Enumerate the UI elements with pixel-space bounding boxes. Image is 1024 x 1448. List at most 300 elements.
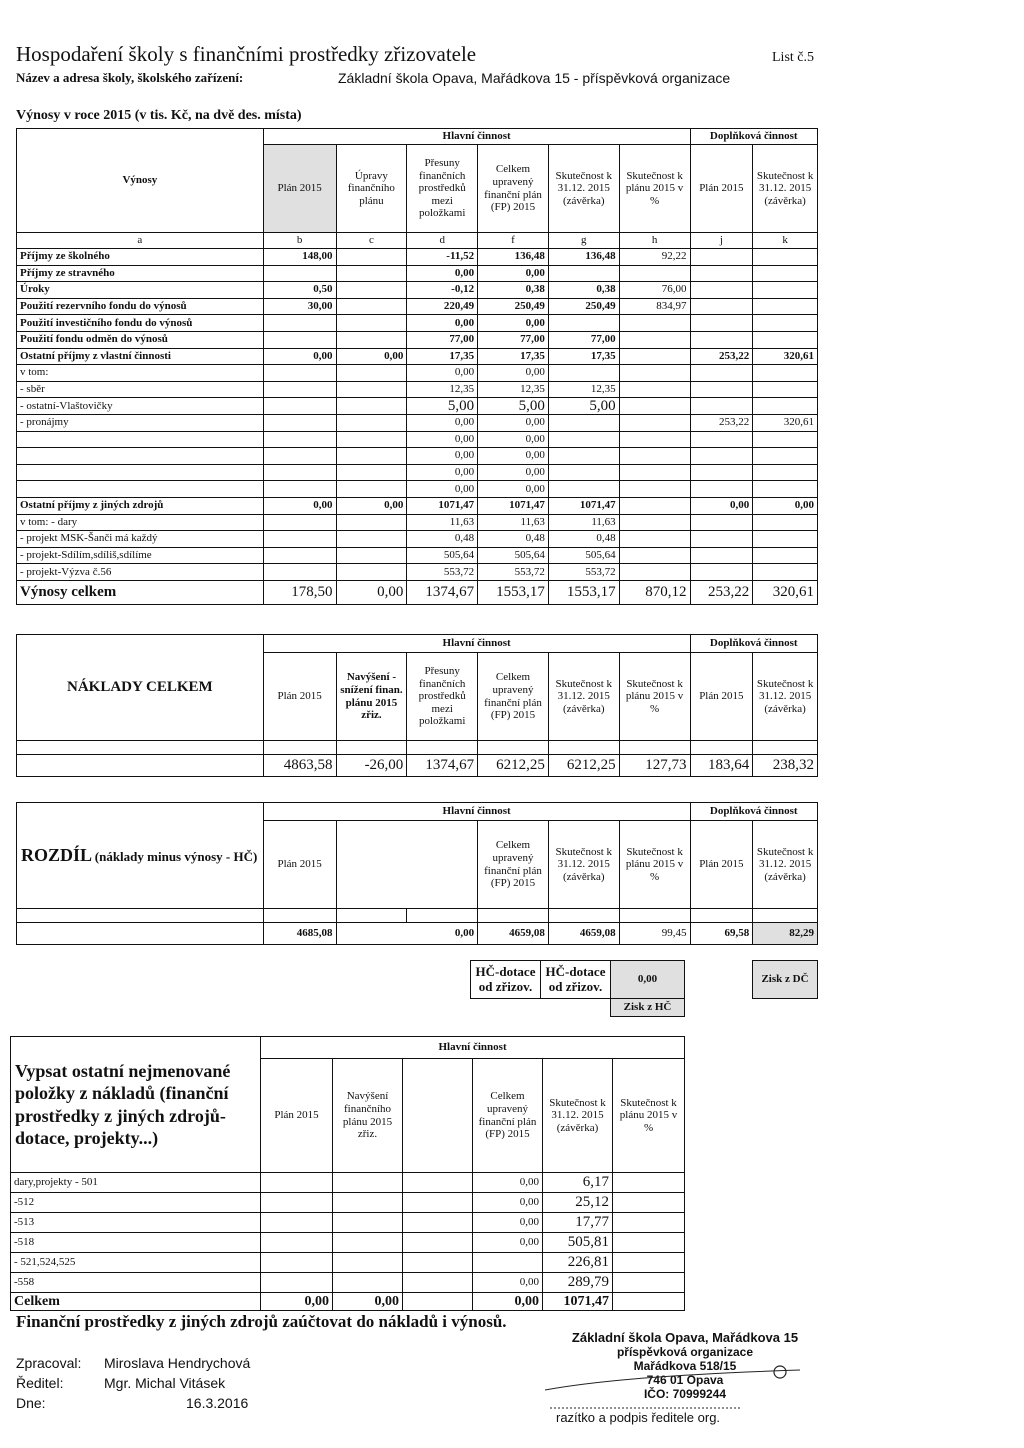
table-cell: 76,00 — [619, 282, 690, 299]
column-letter: d — [407, 233, 478, 249]
table-cell: 136,48 — [548, 249, 619, 266]
row-label: - 521,524,525 — [11, 1253, 261, 1273]
table-cell: 0,00 — [473, 1273, 543, 1293]
stamp-caption: razítko a podpis ředitele org. — [556, 1410, 721, 1425]
rozdil-col-plan: Plán 2015 — [263, 821, 336, 909]
table-cell: 1071,47 — [548, 497, 619, 514]
naklady-table — [16, 634, 818, 777]
rozdil-hlavni-header: Hlavní činnost — [263, 803, 690, 821]
stamp-line-5: IČO: 70999244 — [643, 1387, 727, 1401]
table-cell: 0,00 — [753, 497, 818, 514]
table-cell — [619, 348, 690, 365]
stamp-line-2: příspěvková organizace — [616, 1345, 754, 1359]
table-cell: 0,00 — [473, 1213, 543, 1233]
table-cell — [403, 1233, 473, 1253]
table-cell — [548, 431, 619, 448]
table-cell: 0,00 — [478, 315, 549, 332]
table-cell: 5,00 — [478, 398, 549, 415]
naklady-col-header: Plán 2015 — [263, 653, 336, 741]
rozdil-table — [16, 802, 818, 945]
table-cell — [336, 481, 407, 498]
table-cell — [619, 381, 690, 398]
table-cell — [261, 1253, 333, 1273]
reditel-name: Mgr. Michal Vitásek — [104, 1375, 226, 1391]
signature-mark — [540, 1360, 810, 1410]
table-cell — [333, 1273, 403, 1293]
table-cell — [336, 464, 407, 481]
table-cell: 0,00 — [407, 315, 478, 332]
vypsat-table — [10, 1036, 685, 1311]
table-cell — [690, 481, 753, 498]
table-row — [17, 414, 818, 431]
section-title: Výnosy v roce 2015 (v tis. Kč, na dvě des. místa) — [16, 108, 302, 123]
list-number: List č.5 — [772, 50, 814, 65]
table-cell — [263, 365, 336, 382]
table-cell — [690, 381, 753, 398]
table-cell: 17,77 — [543, 1213, 613, 1233]
school-name: Základní škola Opava, Mařádkova 15 - příspěvková organizace — [338, 70, 731, 86]
row-label — [17, 481, 264, 498]
table-cell: 0,00 — [407, 464, 478, 481]
column-letter: h — [619, 233, 690, 249]
table-cell — [619, 331, 690, 348]
table-cell — [263, 448, 336, 465]
table-row — [11, 1233, 685, 1253]
table-cell — [690, 448, 753, 465]
zisk-hc: Zisk z HČ — [611, 999, 685, 1017]
table-cell — [619, 497, 690, 514]
table-cell: 77,00 — [548, 331, 619, 348]
naklady-col-header: Přesuny finančních prostředků mezi položkami — [407, 653, 478, 741]
table-cell: 25,12 — [543, 1193, 613, 1213]
table-cell — [548, 464, 619, 481]
table-cell — [619, 481, 690, 498]
table-cell: 0,00 — [478, 431, 549, 448]
total-cell: 0,00 — [333, 1293, 403, 1311]
table-cell — [690, 564, 753, 581]
table-cell — [613, 1233, 685, 1253]
table-cell — [336, 265, 407, 282]
table-cell — [753, 531, 818, 548]
vynosy-row-header: Výnosy — [17, 129, 264, 233]
row-label: Použití fondu odměn do výnosů — [17, 331, 264, 348]
rozdil-col-celkem: Celkem upravený finanční plán (FP) 2015 — [478, 821, 549, 909]
vynosy-col-header: Celkem upravený finanční plán (FP) 2015 — [478, 145, 549, 233]
table-cell: 553,72 — [548, 564, 619, 581]
table-cell: 226,81 — [543, 1253, 613, 1273]
table-cell — [336, 547, 407, 564]
table-cell — [619, 547, 690, 564]
table-cell: 0,00 — [473, 1233, 543, 1253]
table-cell: 0,00 — [478, 265, 549, 282]
table-cell: 289,79 — [543, 1273, 613, 1293]
table-row — [17, 381, 818, 398]
stamp-line-4: 746 01 Opava — [646, 1373, 724, 1387]
table-row — [17, 315, 818, 332]
naklady-col-header: Celkem upravený finanční plán (FP) 2015 — [478, 653, 549, 741]
stamp-line-3: Mařádkova 518/15 — [633, 1359, 737, 1373]
table-cell — [690, 514, 753, 531]
row-label — [17, 464, 264, 481]
table-row — [11, 1193, 685, 1213]
dne-label: Dne: — [16, 1395, 46, 1411]
table-cell: 11,63 — [407, 514, 478, 531]
table-cell — [753, 547, 818, 564]
table-cell: 220,49 — [407, 298, 478, 315]
vypsat-col-celkem: Celkem upravený finanční plán (FP) 2015 — [473, 1059, 543, 1173]
table-cell — [333, 1213, 403, 1233]
table-cell: 0,00 — [407, 414, 478, 431]
row-label: Ostatní příjmy z jiných zdrojů — [17, 497, 264, 514]
vypsat-col-pct: Skutečnost k plánu 2015 v % — [613, 1059, 685, 1173]
table-cell — [403, 1253, 473, 1273]
naklady-value: -26,00 — [336, 755, 407, 777]
table-cell — [753, 398, 818, 415]
doplnkova-cinnost-header: Doplňková činnost — [690, 129, 818, 145]
row-label: -558 — [11, 1273, 261, 1293]
total-cell: 870,12 — [619, 580, 690, 604]
table-cell — [690, 398, 753, 415]
table-cell: 320,61 — [753, 414, 818, 431]
table-cell: 0,00 — [478, 481, 549, 498]
table-cell — [753, 315, 818, 332]
vynosy-col-header: Skutečnost k 31.12. 2015 (závěrka) — [753, 145, 818, 233]
table-cell — [619, 265, 690, 282]
table-cell — [336, 365, 407, 382]
table-row — [17, 481, 818, 498]
total-cell — [403, 1293, 473, 1311]
footer-note: Finanční prostředky z jiných zdrojů zaúčtovat do nákladů i výnosů. — [16, 1312, 507, 1331]
table-cell — [619, 464, 690, 481]
table-cell — [690, 331, 753, 348]
table-cell — [690, 298, 753, 315]
row-label: - projekt MSK-Šanči má každý — [17, 531, 264, 548]
table-cell — [613, 1213, 685, 1233]
table-cell: 320,61 — [753, 348, 818, 365]
total-cell — [613, 1293, 685, 1311]
naklady-value: 6212,25 — [478, 755, 549, 777]
table-cell: 5,00 — [407, 398, 478, 415]
rozdil-col-dc-skut: Skutečnost k 31.12. 2015 (závěrka) — [753, 821, 818, 909]
rozdil-subtitle: (náklady minus výnosy - HČ) — [94, 848, 258, 864]
table-cell — [619, 315, 690, 332]
table-cell — [403, 1193, 473, 1213]
table-cell — [619, 414, 690, 431]
table-cell — [613, 1193, 685, 1213]
rozdil-col-pct: Skutečnost k plánu 2015 v % — [619, 821, 690, 909]
table-cell — [333, 1253, 403, 1273]
table-cell: 0,00 — [336, 348, 407, 365]
table-cell — [263, 514, 336, 531]
table-cell — [336, 564, 407, 581]
table-cell — [336, 282, 407, 299]
table-cell: 0,00 — [478, 464, 549, 481]
table-cell — [336, 414, 407, 431]
vynosy-col-header: Skutečnost k 31.12. 2015 (závěrka) — [548, 145, 619, 233]
row-label: - projekt-Sdílím,sdíliš,sdílíme — [17, 547, 264, 564]
table-cell: 12,35 — [478, 381, 549, 398]
row-label: Úroky — [17, 282, 264, 299]
table-cell — [336, 448, 407, 465]
table-cell — [613, 1273, 685, 1293]
table-row — [11, 1253, 685, 1273]
table-cell — [690, 431, 753, 448]
table-row — [17, 265, 818, 282]
table-cell — [263, 547, 336, 564]
table-row — [17, 547, 818, 564]
table-cell — [548, 414, 619, 431]
table-cell: 11,63 — [548, 514, 619, 531]
table-cell: 0,38 — [548, 282, 619, 299]
table-cell — [690, 282, 753, 299]
vypsat-row-header: Vypsat ostatní nejmenované položky z nákladů (finanční prostředky z jiných zdrojů-dotace, projekty...) — [11, 1037, 261, 1173]
vypsat-col-plan: Plán 2015 — [261, 1059, 333, 1173]
table-cell — [753, 464, 818, 481]
table-row — [17, 365, 818, 382]
table-cell: 77,00 — [407, 331, 478, 348]
total-label: Celkem — [11, 1293, 261, 1311]
rozdil-title: ROZDÍL — [21, 844, 93, 865]
column-letter: g — [548, 233, 619, 249]
row-label: Příjmy ze stravného — [17, 265, 264, 282]
table-cell — [690, 531, 753, 548]
table-cell — [261, 1273, 333, 1293]
rozdil-pct: 99,45 — [619, 923, 690, 945]
column-letter: k — [753, 233, 818, 249]
dne-value: 16.3.2016 — [186, 1395, 249, 1411]
table-cell: 0,38 — [478, 282, 549, 299]
naklady-col-header: Plán 2015 — [690, 653, 753, 741]
zpracoval-label: Zpracoval: — [16, 1355, 82, 1371]
vypsat-col-skut: Skutečnost k 31.12. 2015 (závěrka) — [543, 1059, 613, 1173]
rozdil-plan: 4685,08 — [263, 923, 336, 945]
table-cell: 77,00 — [478, 331, 549, 348]
table-cell: 0,48 — [478, 531, 549, 548]
table-cell: 553,72 — [407, 564, 478, 581]
table-cell — [336, 398, 407, 415]
table-cell: 17,35 — [548, 348, 619, 365]
table-cell: 0,00 — [407, 265, 478, 282]
table-cell — [333, 1173, 403, 1193]
table-row — [11, 1273, 685, 1293]
table-cell: 0,00 — [336, 497, 407, 514]
table-cell — [753, 365, 818, 382]
rozdil-dc-plan: 69,58 — [690, 923, 753, 945]
table-row — [17, 531, 818, 548]
table-cell: 0,00 — [407, 431, 478, 448]
table-row — [17, 331, 818, 348]
naklady-col-header: Skutečnost k 31.12. 2015 (závěrka) — [548, 653, 619, 741]
table-cell — [548, 265, 619, 282]
vynosy-col-header: Plán 2015 — [263, 145, 336, 233]
table-cell: 148,00 — [263, 249, 336, 266]
row-label: -512 — [11, 1193, 261, 1213]
naklady-value: 6212,25 — [548, 755, 619, 777]
table-cell — [619, 365, 690, 382]
naklady-value: 1374,67 — [407, 755, 478, 777]
vynosy-col-header: Skutečnost k plánu 2015 v % — [619, 145, 690, 233]
rozdil-row-header — [17, 803, 264, 909]
table-cell: 92,22 — [619, 249, 690, 266]
table-cell — [336, 531, 407, 548]
table-row — [17, 431, 818, 448]
table-cell: 0,00 — [478, 365, 549, 382]
row-label: -513 — [11, 1213, 261, 1233]
rozdil-dc-skut: 82,29 — [753, 923, 818, 945]
naklady-row-header: NÁKLADY CELKEM — [17, 635, 264, 741]
row-label — [17, 448, 264, 465]
row-label: Použití rezervního fondu do výnosů — [17, 298, 264, 315]
table-row — [17, 448, 818, 465]
dotace-value: 0,00 — [611, 961, 685, 999]
table-cell — [336, 315, 407, 332]
table-cell — [403, 1213, 473, 1233]
naklady-doplnkova-header: Doplňková činnost — [690, 635, 818, 653]
dotace-table — [470, 960, 685, 1017]
vynosy-table — [16, 128, 818, 605]
table-cell: 17,35 — [478, 348, 549, 365]
table-cell — [753, 481, 818, 498]
naklady-value: 4863,58 — [263, 755, 336, 777]
column-letter: f — [478, 233, 549, 249]
table-cell — [336, 331, 407, 348]
table-cell — [336, 381, 407, 398]
table-cell — [619, 514, 690, 531]
vynosy-col-header: Úpravy finančního plánu — [336, 145, 407, 233]
table-cell — [261, 1213, 333, 1233]
table-cell — [336, 298, 407, 315]
row-label: -518 — [11, 1233, 261, 1253]
table-cell — [753, 249, 818, 266]
table-cell: 505,64 — [407, 547, 478, 564]
table-row — [11, 1213, 685, 1233]
table-cell: 0,50 — [263, 282, 336, 299]
table-cell — [548, 365, 619, 382]
table-cell: 6,17 — [543, 1173, 613, 1193]
naklady-value: 183,64 — [690, 755, 753, 777]
table-cell — [263, 464, 336, 481]
table-cell — [261, 1173, 333, 1193]
table-cell — [753, 265, 818, 282]
column-letter: c — [336, 233, 407, 249]
naklady-hlavni-header: Hlavní činnost — [263, 635, 690, 653]
table-row — [17, 464, 818, 481]
table-cell: 0,00 — [473, 1193, 543, 1213]
rozdil-skut: 4659,08 — [548, 923, 619, 945]
table-cell: -11,52 — [407, 249, 478, 266]
stamp-line-1: Základní škola Opava, Mařádkova 15 — [571, 1330, 799, 1345]
row-label: - ostatní-Vlaštovičky — [17, 398, 264, 415]
table-cell — [263, 398, 336, 415]
row-label: v tom: - dary — [17, 514, 264, 531]
rozdil-presuny: 0,00 — [407, 923, 478, 945]
column-letter: b — [263, 233, 336, 249]
table-cell: 0,48 — [548, 531, 619, 548]
hc-dotace-2: HČ-dotace od zřizov. — [541, 961, 611, 999]
table-cell — [619, 431, 690, 448]
table-cell — [619, 398, 690, 415]
naklady-col-header: Navýšení - snížení finan. plánu 2015 zřiz. — [336, 653, 407, 741]
table-cell — [753, 448, 818, 465]
table-cell: 1071,47 — [478, 497, 549, 514]
table-cell: 11,63 — [478, 514, 549, 531]
total-cell: 0,00 — [336, 580, 407, 604]
rozdil-doplnkova-header: Doplňková činnost — [690, 803, 818, 821]
total-cell: 1553,17 — [548, 580, 619, 604]
table-cell: 1071,47 — [407, 497, 478, 514]
table-cell — [690, 365, 753, 382]
row-label: v tom: — [17, 365, 264, 382]
table-row — [17, 497, 818, 514]
total-cell: 1553,17 — [478, 580, 549, 604]
table-cell — [690, 315, 753, 332]
table-cell — [336, 431, 407, 448]
table-cell — [548, 481, 619, 498]
table-cell — [263, 531, 336, 548]
table-cell — [619, 531, 690, 548]
table-cell: 0,00 — [263, 348, 336, 365]
table-cell: 505,81 — [543, 1233, 613, 1253]
table-cell — [263, 431, 336, 448]
table-cell — [753, 431, 818, 448]
table-cell: 0,00 — [407, 448, 478, 465]
table-cell: 0,00 — [473, 1173, 543, 1193]
rozdil-col-dc-plan: Plán 2015 — [690, 821, 753, 909]
table-cell — [403, 1173, 473, 1193]
table-cell: 250,49 — [548, 298, 619, 315]
table-row — [17, 282, 818, 299]
zpracoval-name: Miroslava Hendrychová — [104, 1355, 251, 1371]
total-cell: 1374,67 — [407, 580, 478, 604]
naklady-value: 127,73 — [619, 755, 690, 777]
table-cell — [753, 298, 818, 315]
total-cell: 1071,47 — [543, 1293, 613, 1311]
total-cell: 0,00 — [473, 1293, 543, 1311]
table-cell: 253,22 — [690, 348, 753, 365]
table-cell: 553,72 — [478, 564, 549, 581]
total-cell: 253,22 — [690, 580, 753, 604]
row-label: - pronájmy — [17, 414, 264, 431]
table-cell — [473, 1253, 543, 1273]
table-cell — [548, 448, 619, 465]
table-row — [17, 564, 818, 581]
row-label: - sběr — [17, 381, 264, 398]
table-cell — [690, 249, 753, 266]
table-cell: 12,35 — [407, 381, 478, 398]
table-cell: 0,00 — [478, 448, 549, 465]
total-cell: 320,61 — [753, 580, 818, 604]
table-cell: 136,48 — [478, 249, 549, 266]
table-row — [11, 1173, 685, 1193]
table-cell — [619, 448, 690, 465]
row-label — [17, 431, 264, 448]
table-cell — [690, 464, 753, 481]
table-cell — [333, 1193, 403, 1213]
table-row — [17, 398, 818, 415]
table-cell — [613, 1253, 685, 1273]
table-cell — [263, 315, 336, 332]
table-cell: 505,64 — [548, 547, 619, 564]
naklady-col-header: Skutečnost k plánu 2015 v % — [619, 653, 690, 741]
table-cell: 17,35 — [407, 348, 478, 365]
table-row — [17, 298, 818, 315]
page-title: Hospodaření školy s finančními prostředky zřizovatele — [16, 42, 477, 66]
table-cell — [261, 1233, 333, 1253]
zisk-dc-table — [752, 960, 818, 999]
row-label: - projekt-Výzva č.56 — [17, 564, 264, 581]
table-cell — [690, 547, 753, 564]
vypsat-col-navyseni: Navýšení finančního plánu 2015 zřiz. — [333, 1059, 403, 1173]
